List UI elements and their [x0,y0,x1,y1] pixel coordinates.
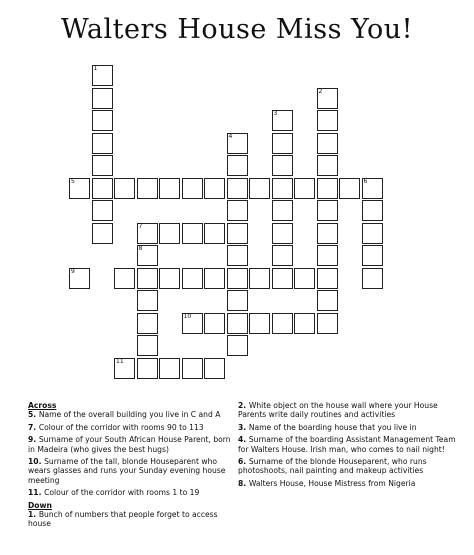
grid-cell[interactable] [272,245,293,266]
grid-cell[interactable] [159,268,180,289]
clue-number: 2. [238,401,249,410]
grid-cell[interactable] [92,178,113,199]
clue-number: 4. [238,435,249,445]
clue-text: Surname of the tall, blonde Houseparent who wears glasses and runs your Sunday evening house meeting [28,457,226,485]
clue-item [28,488,233,497]
clue-number: 3 [273,110,278,117]
grid-cell[interactable] [137,178,158,199]
grid-cell[interactable] [362,178,383,199]
grid-cell[interactable] [159,223,180,244]
clue-number: 7 [138,222,143,230]
grid-cell[interactable] [182,223,203,244]
across-heading: Across [28,401,57,410]
down-clue-list [28,510,233,529]
grid-cell[interactable] [317,313,338,334]
grid-cell[interactable] [249,313,270,334]
grid-cell[interactable] [272,200,293,221]
grid-cell[interactable] [227,223,248,244]
grid-cell[interactable] [137,223,158,244]
grid-cell[interactable] [227,245,248,266]
clue-text: Surname of your South African House Parent, born in Madeira (who gives the best hugs) [28,435,231,454]
grid-cell[interactable] [272,178,293,199]
grid-cell[interactable] [69,178,90,199]
grid-cell[interactable] [137,290,158,311]
grid-cell[interactable] [159,358,180,379]
grid-cell[interactable] [204,358,225,379]
grid-cell[interactable] [204,178,225,199]
grid-cell[interactable] [317,200,338,221]
grid-cell[interactable] [227,200,248,221]
clue-number: 5 [71,177,75,185]
grid-cell[interactable] [294,178,315,199]
clue-number: 8 [138,245,143,252]
grid-cell[interactable] [92,88,113,109]
clues-right-column [238,401,456,491]
grid-cell[interactable] [227,290,248,311]
grid-cell[interactable] [272,133,293,154]
grid-cell[interactable] [227,133,248,154]
grid-cell[interactable] [362,268,383,289]
clues-left-column [28,401,233,532]
clue-text: Colour of the corridor with rooms 1 to 19 [44,488,200,498]
clue-number: 3. [238,422,249,432]
grid-cell[interactable] [317,178,338,199]
grid-cell[interactable] [114,358,135,379]
grid-cell[interactable] [114,178,135,199]
grid-cell[interactable] [317,88,338,109]
clue-item [238,457,456,476]
grid-cell[interactable] [137,245,158,266]
grid-cell[interactable] [182,178,203,199]
grid-cell[interactable] [92,200,113,221]
clue-text: Colour of the corridor with rooms 90 to 113 [38,422,204,432]
grid-cell[interactable] [272,223,293,244]
grid-cell[interactable] [92,65,113,86]
grid-cell[interactable] [204,223,225,244]
clue-number: 10 [183,312,192,320]
clue-item [238,435,456,454]
clue-item [28,435,233,454]
grid-cell[interactable] [182,268,203,289]
clue-number: 9. [28,435,39,445]
grid-cell[interactable] [317,110,338,131]
grid-cell[interactable] [362,245,383,266]
clue-number: 11. [28,488,45,498]
clue-number: 1 [93,65,98,72]
grid-cell[interactable] [317,223,338,244]
grid-cell[interactable] [294,268,315,289]
grid-cell[interactable] [159,178,180,199]
grid-cell[interactable] [114,268,135,289]
grid-cell[interactable] [204,268,225,289]
grid-cell[interactable] [317,133,338,154]
grid-cell[interactable] [204,313,225,334]
clue-number: 6 [363,177,368,185]
clue-text: Walters House, House Mistress from Nigeria [248,478,416,488]
clue-number: 8. [238,478,249,488]
grid-cell[interactable] [272,110,293,131]
clue-number: 5. [28,410,39,420]
grid-cell[interactable] [294,313,315,334]
grid-cell[interactable] [182,358,203,379]
clue-item [28,410,233,419]
grid-cell[interactable] [272,313,293,334]
grid-cell[interactable] [249,178,270,199]
grid-cell[interactable] [362,200,383,221]
clue-item [238,479,456,488]
grid-cell[interactable] [92,223,113,244]
grid-cell[interactable] [92,155,113,176]
clue-text: Bunch of numbers that people forget to access house [28,510,218,529]
grid-cell[interactable] [137,358,158,379]
grid-cell[interactable] [227,178,248,199]
grid-cell[interactable] [249,268,270,289]
across-clue-list [28,410,233,497]
grid-cell[interactable] [69,268,90,289]
down-heading: Down [28,500,52,510]
clue-number: 11 [116,357,124,365]
grid-cell[interactable] [317,245,338,266]
grid-cell[interactable] [362,223,383,244]
grid-cell[interactable] [272,155,293,176]
grid-cell[interactable] [92,133,113,154]
clue-item [28,423,233,432]
grid-cell[interactable] [317,155,338,176]
clue-item [238,423,456,432]
clue-number: 1. [28,510,39,520]
grid-cell[interactable] [182,313,203,334]
grid-cell[interactable] [272,268,293,289]
clue-number: 2 [318,87,323,95]
puzzle-title: Walters House Miss You! [61,14,413,45]
grid-cell[interactable] [227,313,248,334]
clue-item [28,457,233,485]
clue-number: 4 [228,132,233,140]
clue-text: Name of the boarding house that you live in [248,422,417,432]
clue-number: 7. [28,422,39,432]
clue-text: Surname of the boarding Assistant Management Team for Walters House. Irish man, who comes to nail night! [238,435,456,454]
grid-cell[interactable] [317,290,338,311]
clue-number: 10. [28,457,45,467]
grid-cell[interactable] [227,155,248,176]
down-clue-list-continued [238,401,456,488]
grid-cell[interactable] [137,335,158,356]
grid-cell[interactable] [92,110,113,131]
clue-number: 9 [71,267,75,275]
grid-cell[interactable] [227,335,248,356]
grid-cell[interactable] [137,313,158,334]
clue-item [28,510,233,529]
clue-text: White object on the house wall where your House Parents write daily routines and activities [238,401,438,420]
grid-cell[interactable] [137,268,158,289]
clue-number: 6. [238,457,249,467]
clue-item [238,401,456,420]
grid-cell[interactable] [317,268,338,289]
grid-cell[interactable] [227,268,248,289]
clue-text: Surname of the blonde Houseparent, who runs photoshoots, nail painting and makeup activities [238,457,427,476]
grid-cell[interactable] [339,178,360,199]
clue-text: Name of the overall building you live in C and A [38,410,221,420]
